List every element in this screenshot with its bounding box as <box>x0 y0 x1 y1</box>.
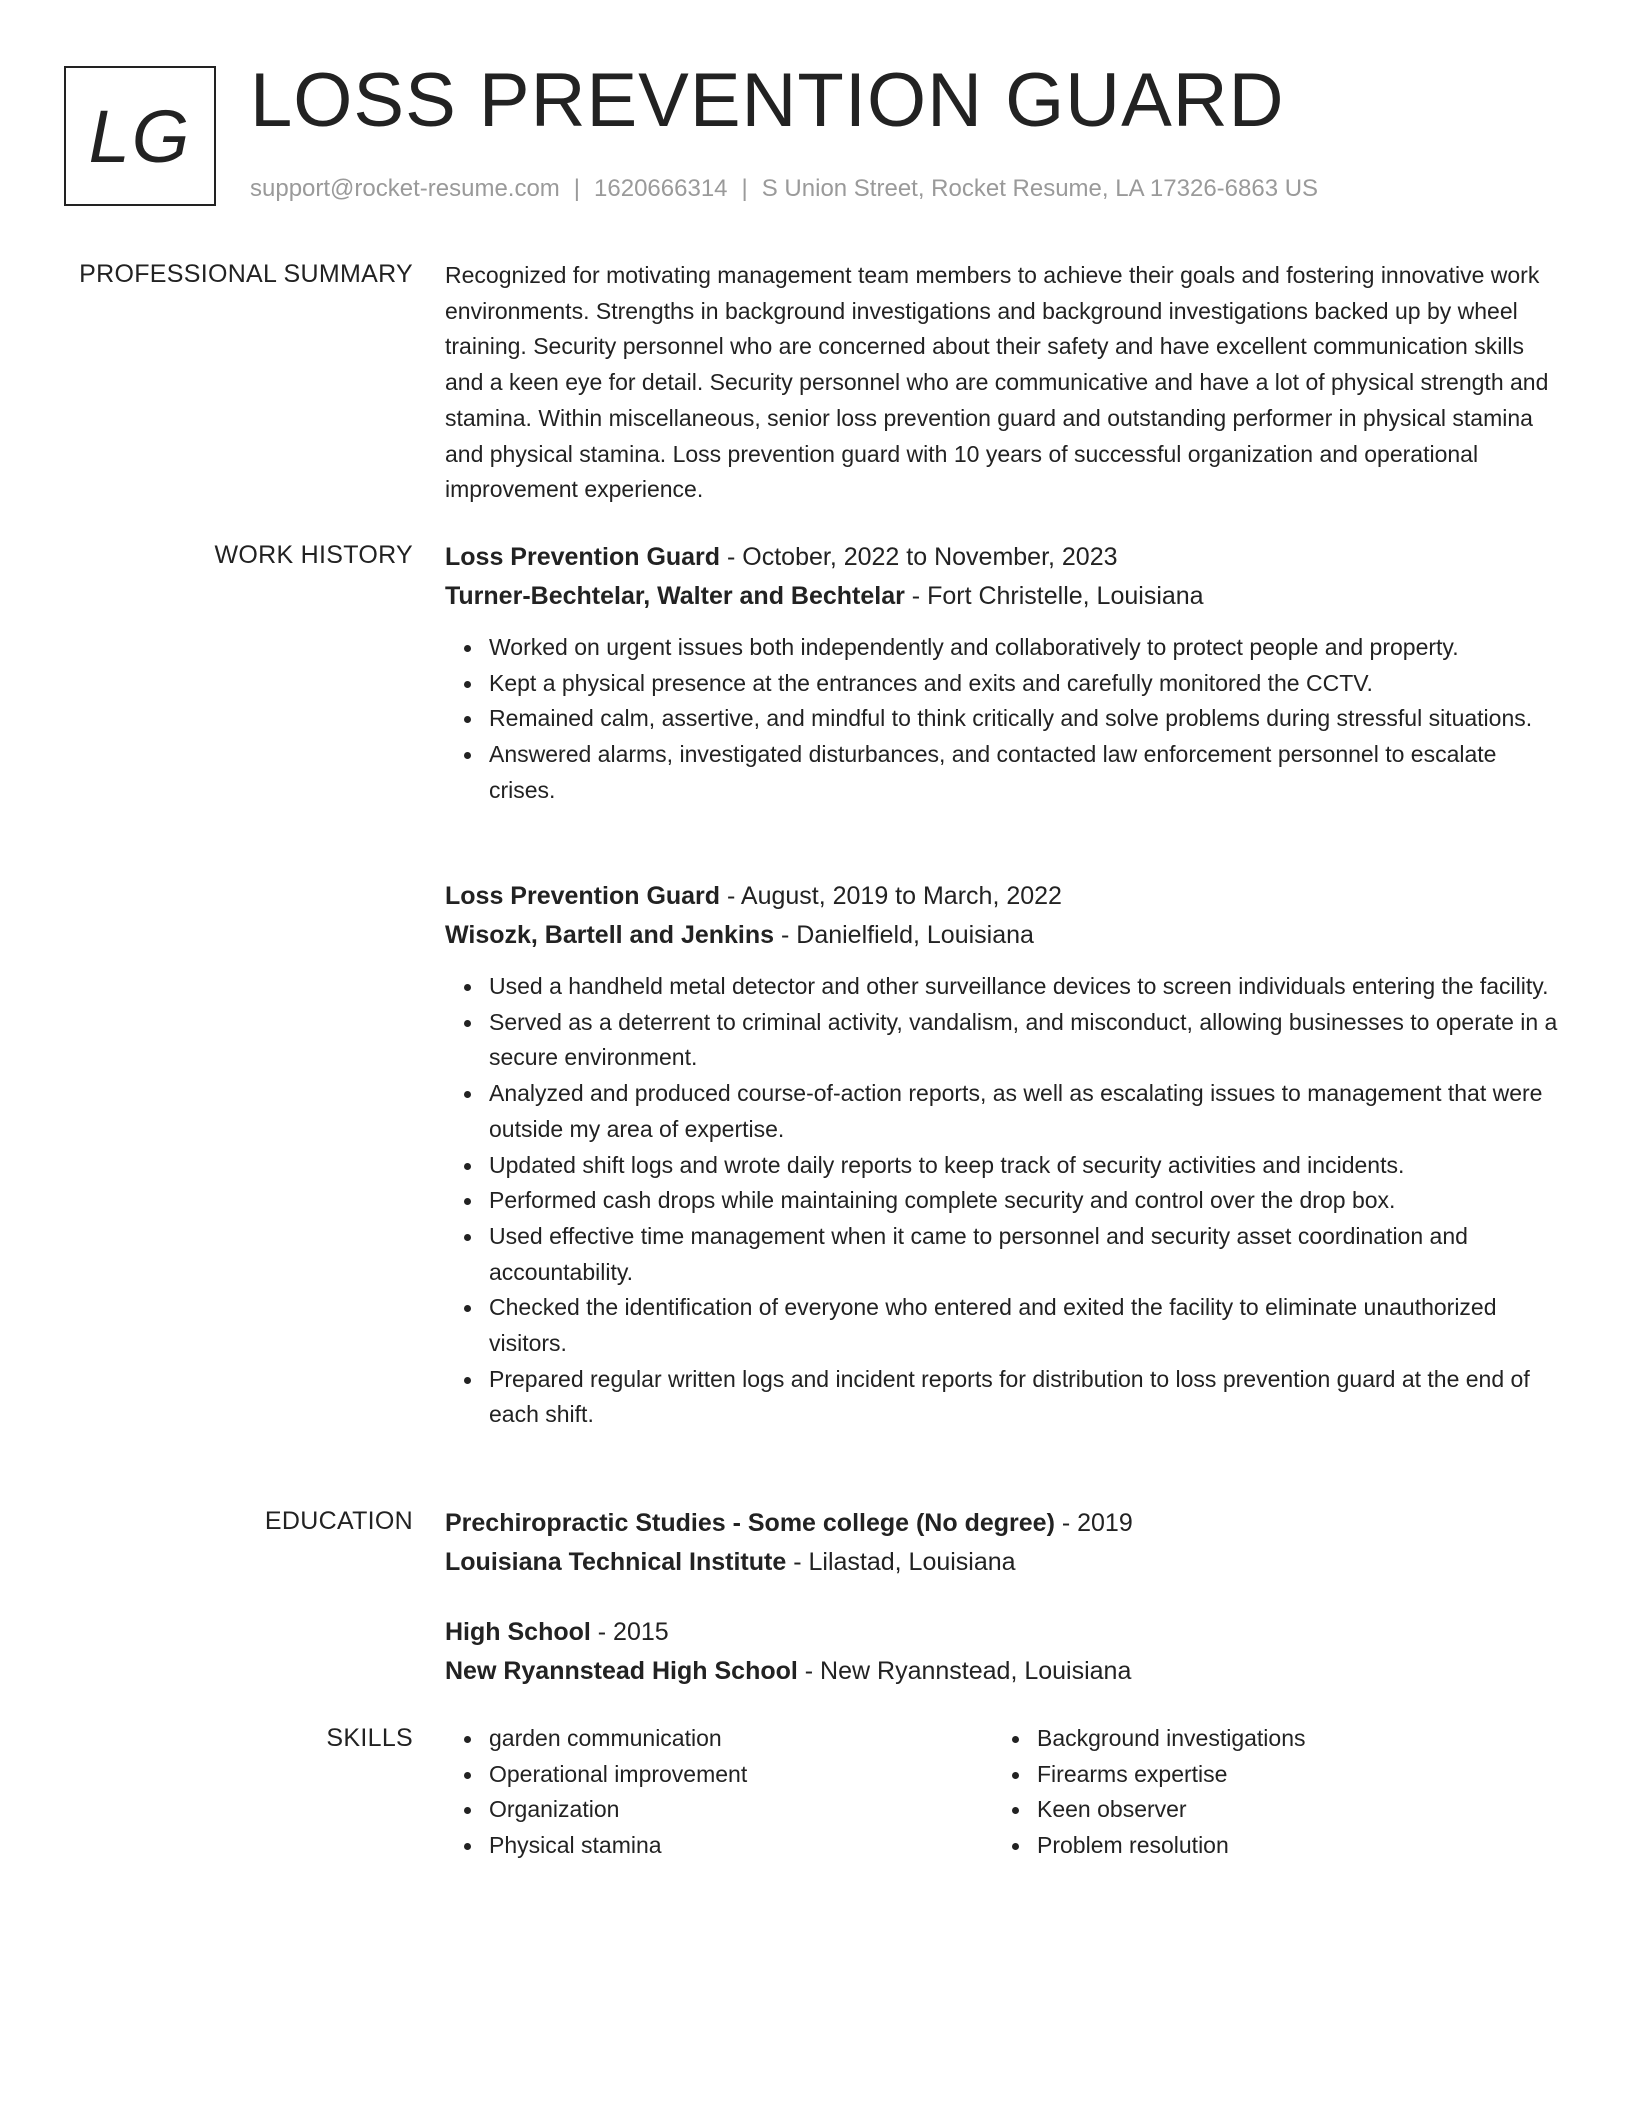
skills-list <box>445 1721 985 1864</box>
skills-column-left <box>445 1721 985 1864</box>
job-company: Wisozk, Bartell and Jenkins <box>445 921 775 949</box>
monogram-logo: LG <box>64 66 216 206</box>
contact-separator: | <box>573 175 581 202</box>
list-item: Kept a physical presence at the entrances and exits and carefully monitored the CCTV. <box>489 666 1560 702</box>
school-location: - Lilastad, Louisiana <box>786 1548 1016 1576</box>
skills-list <box>993 1721 1533 1864</box>
contact-address: S Union Street, Rocket Resume, LA 17326-6863 US <box>761 175 1319 202</box>
education-entry <box>445 1504 1560 1582</box>
job-title: Loss Prevention Guard <box>445 882 721 910</box>
degree-line <box>445 1504 1560 1543</box>
degree: Prechiropractic Studies - Some college (No degree) <box>445 1509 1055 1537</box>
list-item: Worked on urgent issues both independently and collaboratively to protect people and property. <box>489 630 1560 666</box>
list-item: Used a handheld metal detector and other surveillance devices to screen individuals entering the facility. <box>489 969 1560 1005</box>
degree-line <box>445 1613 1560 1652</box>
job-location: - Danielfield, Louisiana <box>774 921 1034 949</box>
contact-line <box>250 174 1318 204</box>
school-line <box>445 1652 1560 1691</box>
list-item: Performed cash drops while maintaining complete security and control over the drop box. <box>489 1183 1560 1219</box>
job-dates: - October, 2022 to November, 2023 <box>720 543 1118 571</box>
list-item: Firearms expertise <box>1037 1757 1533 1793</box>
job-company-line <box>445 916 1560 955</box>
job-company-line <box>445 577 1560 616</box>
list-item: Updated shift logs and wrote daily reports to keep track of security activities and incidents. <box>489 1148 1560 1184</box>
job-title-line <box>445 877 1560 916</box>
school-location: - New Ryannstead, Louisiana <box>797 1657 1132 1685</box>
job-duties-list <box>445 630 1560 809</box>
candidate-title: LOSS PREVENTION GUARD <box>250 58 1285 143</box>
contact-email: support@rocket-resume.com <box>250 175 560 202</box>
summary-text: Recognized for motivating management team members to achieve their goals and fostering innovative work environments. Strengths in background investigations and background investigations backed up by wheel training. Security personnel who are concerned about their safety and have excellent communication skills and a keen eye for detail. Security personnel who are communicative and have a lot of physical strength and stamina. Within miscellaneous, senior loss prevention guard and outstanding performer in physical stamina and physical stamina. Loss prevention guard with 10 years of successful organization and operational improvement experience. <box>445 262 1549 503</box>
list-item: Used effective time management when it came to personnel and security asset coordination and accountability. <box>489 1219 1560 1290</box>
job-location: - Fort Christelle, Louisiana <box>904 582 1204 610</box>
section-heading-summary: PROFESSIONAL SUMMARY <box>79 260 413 288</box>
degree: High School <box>445 1618 591 1646</box>
list-item: Background investigations <box>1037 1721 1533 1757</box>
job-company: Turner-Bechtelar, Walter and Bechtelar <box>445 582 905 610</box>
list-item: Prepared regular written logs and incident reports for distribution to loss prevention guard at the end of each shift. <box>489 1362 1560 1433</box>
list-item: garden communication <box>489 1721 985 1757</box>
list-item: Served as a deterrent to criminal activity, vandalism, and misconduct, allowing businesses to operate in a secure environment. <box>489 1005 1560 1076</box>
job-dates: - August, 2019 to March, 2022 <box>720 882 1062 910</box>
job-title: Loss Prevention Guard <box>445 543 721 571</box>
contact-separator: | <box>741 175 748 202</box>
list-item: Keen observer <box>1037 1792 1533 1828</box>
degree-year: - 2019 <box>1054 1509 1133 1537</box>
list-item: Operational improvement <box>489 1757 985 1793</box>
list-item: Analyzed and produced course-of-action reports, as well as escalating issues to management that were outside my area of expertise. <box>489 1076 1560 1147</box>
job-title-line <box>445 538 1560 577</box>
job-entry <box>445 877 1560 1433</box>
section-heading-skills: SKILLS <box>326 1724 413 1752</box>
job-duties-list <box>445 969 1560 1433</box>
list-item: Remained calm, assertive, and mindful to think critically and solve problems during stressful situations. <box>489 701 1560 737</box>
section-heading-education: EDUCATION <box>264 1507 413 1535</box>
skills-column-right <box>993 1721 1533 1864</box>
degree-year: - 2015 <box>590 1618 669 1646</box>
job-entry <box>445 538 1560 809</box>
list-item: Answered alarms, investigated disturbances, and contacted law enforcement personnel to escalate crises. <box>489 737 1560 808</box>
school-line <box>445 1543 1560 1582</box>
list-item: Checked the identification of everyone who entered and exited the facility to eliminate unauthorized visitors. <box>489 1290 1560 1361</box>
school-name: New Ryannstead High School <box>445 1657 798 1685</box>
school-name: Louisiana Technical Institute <box>445 1548 787 1576</box>
education-entry <box>445 1613 1560 1691</box>
list-item: Physical stamina <box>489 1828 985 1864</box>
list-item: Problem resolution <box>1037 1828 1533 1864</box>
contact-phone: 1620666314 <box>594 175 728 202</box>
list-item: Organization <box>489 1792 985 1828</box>
section-heading-work-history: WORK HISTORY <box>214 541 413 569</box>
